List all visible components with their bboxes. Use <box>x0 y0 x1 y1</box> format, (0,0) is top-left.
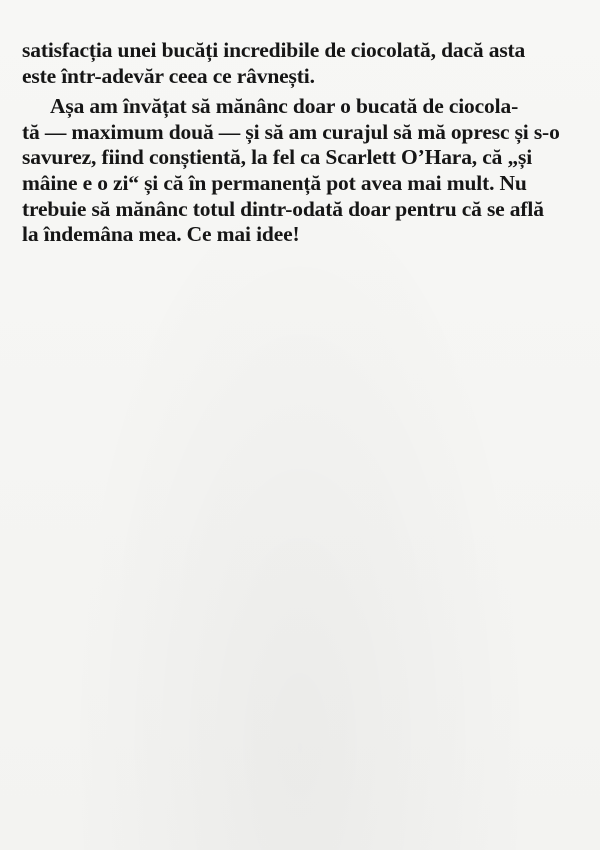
paragraph-2 <box>22 94 582 248</box>
text-line: tă — maximum două — și să am curajul să mă opresc și s-o <box>22 119 560 144</box>
page-text <box>22 38 582 248</box>
text-line: mâine e o zi“ și că în permanență pot avea mai mult. Nu <box>22 170 527 195</box>
text-line: Așa am învățat să mănânc doar o bucată de ciocola- <box>50 94 519 119</box>
text-line: trebuie să mănânc totul dintr-odată doar pentru că se află <box>22 196 544 221</box>
paragraph-1 <box>22 38 582 89</box>
text-line: este într-adevăr ceea ce râvnești. <box>22 63 315 88</box>
text-line: la îndemâna mea. Ce mai idee! <box>22 222 300 247</box>
text-line: satisfacția unei bucăți incredibile de ciocolată, dacă asta <box>22 38 526 62</box>
text-line: savurez, fiind conștientă, la fel ca Scarlett O’Hara, că „și <box>22 145 533 170</box>
